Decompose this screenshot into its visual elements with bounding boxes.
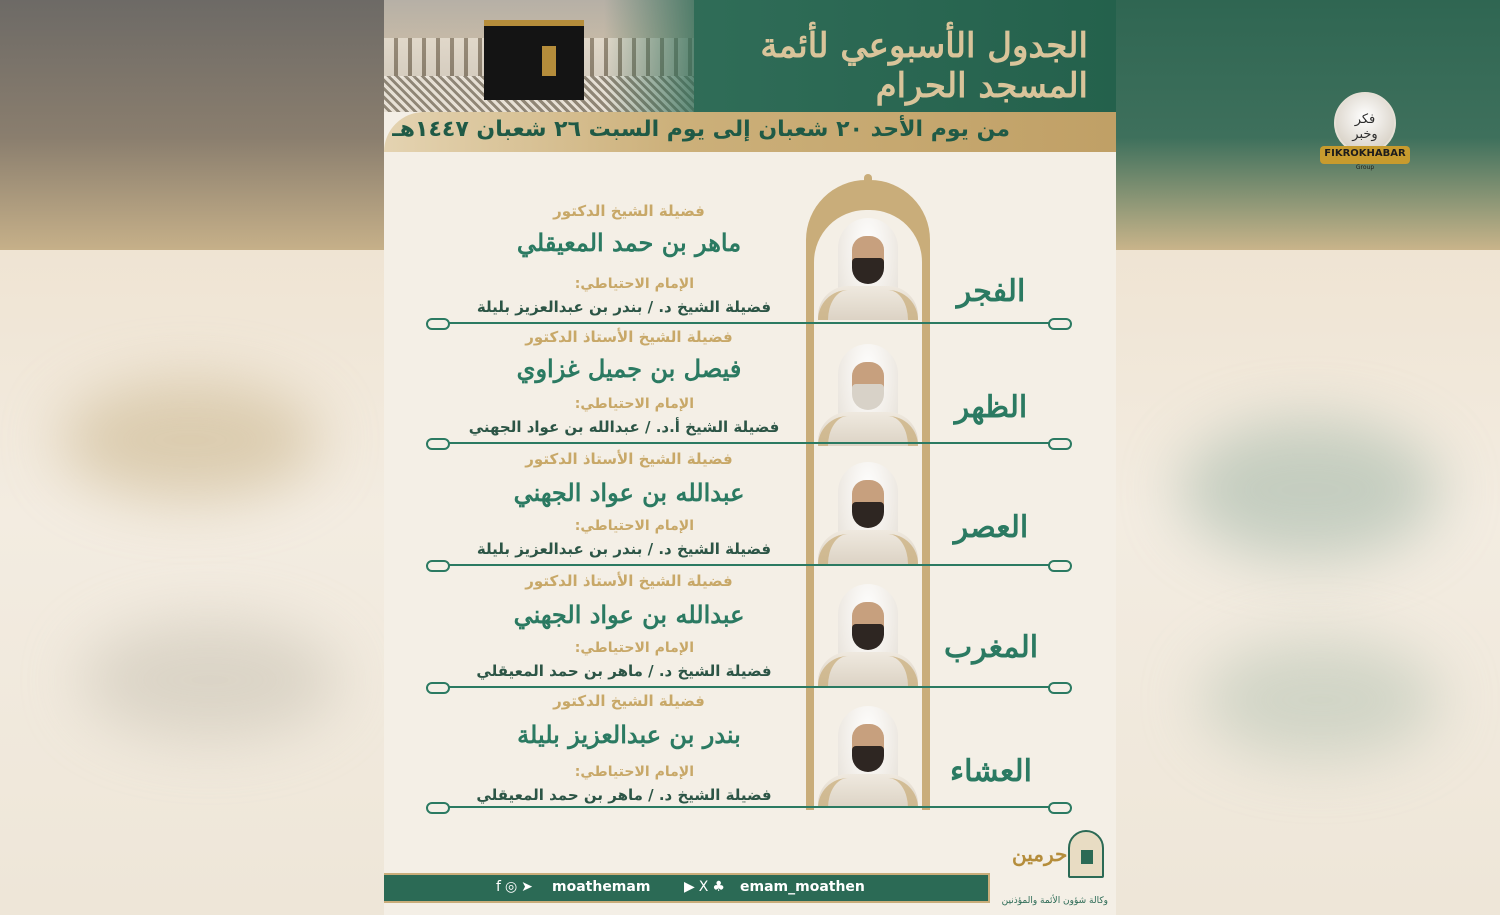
schedule-row-dhuhr [384,326,1116,448]
background-blur-shape [80,620,340,740]
background-blur-shape [1200,640,1440,760]
imam-portrait [814,338,922,446]
social-footer [384,873,990,903]
imam-schedule-poster [384,0,1116,915]
schedule-row-isha [384,690,1116,812]
social-handle-emam-moathen[interactable]: emam_moathen [740,879,865,895]
imam-portrait [814,212,922,320]
agency-emblem-icon [1068,830,1104,878]
agency-name: وكالة شؤون الأئمة والمؤذنين [1001,896,1108,906]
schedule-row-fajr [384,198,1116,320]
haramain-logo: حرمين [1012,842,1068,866]
agency-logo [1001,826,1108,912]
imam-name: فيصل بن جميل غزاوي [516,354,742,383]
imam-name: بندر بن عبدالعزيز بليلة [517,720,741,749]
kaaba-door [542,46,556,76]
fikrokhabar-watermark [1320,92,1410,170]
reserve-imam: فضيلة الشيخ أ.د. / عبدالله بن عواد الجهني [468,418,780,436]
reserve-imam: فضيلة الشيخ د. / بندر بن عبدالعزيز بليلة [476,540,772,558]
instagram-icon[interactable]: ◎ [504,879,522,895]
imam-portrait [814,700,922,808]
bisht [818,656,918,686]
date-range: من يوم الأحد ٢٠ شعبان إلى يوم السبت ٢٦ شعبان ١٤٤٧هـ [392,117,1010,142]
row-divider [436,686,1062,688]
bisht [818,534,918,564]
reserve-label: الإمام الاحتياطي: [574,640,694,656]
bisht [818,778,918,808]
imam-name: ماهر بن حمد المعيقلي [516,228,742,257]
imam-title: فضيلة الشيخ الدكتور [553,692,705,710]
prayer-name: الظهر [954,390,1028,425]
reserve-imam: فضيلة الشيخ د. / ماهر بن حمد المعيقلي [476,662,772,680]
prayer-name: المغرب [943,630,1039,665]
row-divider [436,806,1062,808]
kaaba [484,20,584,100]
background-top-right [1116,0,1500,250]
row-divider [436,564,1062,566]
row-divider [436,442,1062,444]
watermark-subtitle: Group [1355,164,1375,171]
social-icons-right[interactable] [684,879,729,895]
watermark-name: FIKROKHABAR [1324,148,1406,159]
poster-header [384,0,1116,112]
facebook-icon[interactable]: f [496,879,505,895]
snapchat-icon[interactable]: ♣ [712,879,729,895]
poster-title: الجدول الأسبوعي لأئمة المسجد الحرام [760,26,1088,106]
imam-title: فضيلة الشيخ الأستاذ الدكتور [525,450,733,468]
reserve-label: الإمام الاحتياطي: [574,396,694,412]
imam-portrait [814,456,922,564]
reserve-label: الإمام الاحتياطي: [574,518,694,534]
imam-portrait [814,578,922,686]
social-handle-moathemam[interactable]: moathemam [552,879,651,895]
arch-spire [864,174,872,194]
row-divider [436,322,1062,324]
background-blur-shape [1180,420,1440,560]
reserve-label: الإمام الاحتياطي: [574,276,694,292]
telegram-icon[interactable]: ➤ [521,879,537,895]
imam-title: فضيلة الشيخ الدكتور [553,202,705,220]
imam-title: فضيلة الشيخ الأستاذ الدكتور [525,328,733,346]
imam-title: فضيلة الشيخ الأستاذ الدكتور [525,572,733,590]
youtube-icon[interactable]: ▶ [684,879,699,895]
prayer-name: العصر [953,510,1029,545]
prayer-name: الفجر [956,274,1026,309]
schedule-row-asr [384,448,1116,570]
reserve-label: الإمام الاحتياطي: [574,764,694,780]
x-icon[interactable]: X [698,879,713,895]
prayer-name: العشاء [950,754,1032,789]
reserve-imam: فضيلة الشيخ د. / ماهر بن حمد المعيقلي [476,786,772,804]
date-band [384,112,1116,152]
schedule-row-maghrib [384,570,1116,692]
imam-name: عبدالله بن عواد الجهني [513,478,745,507]
social-icons-left[interactable] [496,879,537,895]
bisht [818,290,918,320]
imam-name: عبدالله بن عواد الجهني [513,600,745,629]
background-blur-shape [60,380,320,500]
reserve-imam: فضيلة الشيخ د. / بندر بن عبدالعزيز بليلة [476,298,772,316]
watermark-script: فكر وخبر [1352,112,1378,142]
background-top-left [0,0,384,250]
